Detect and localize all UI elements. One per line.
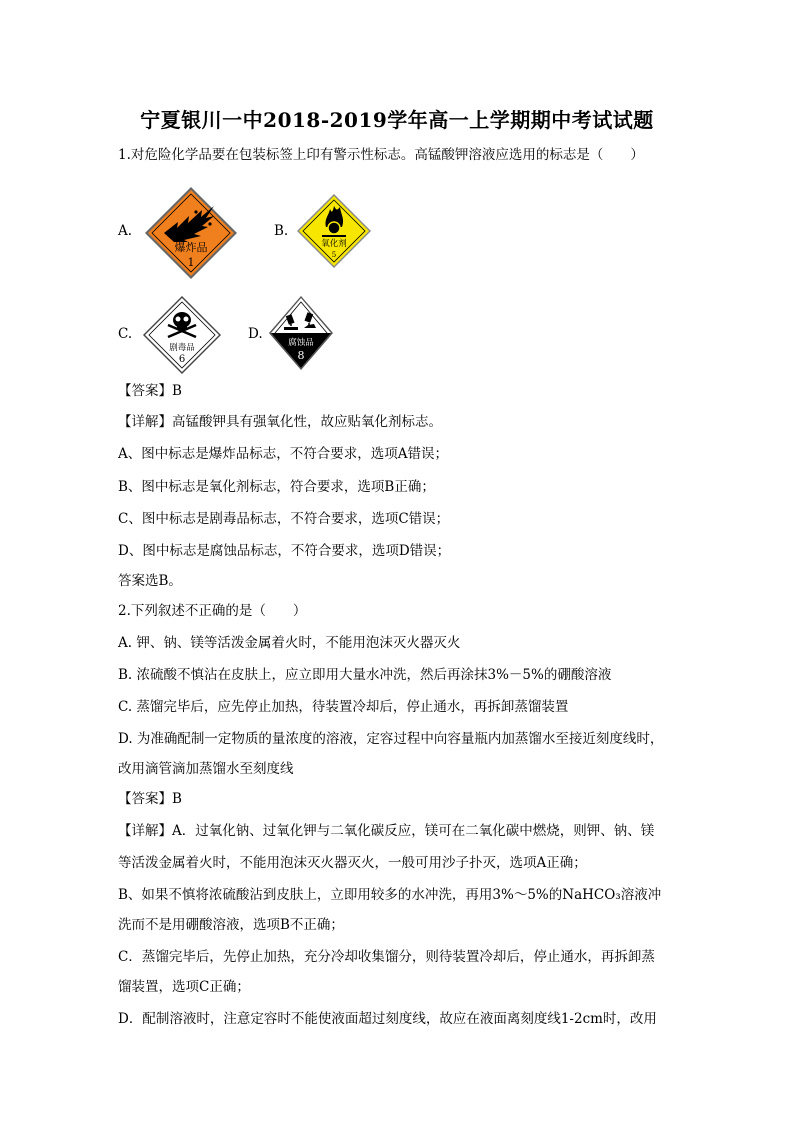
- question-2-explain-line: D．配制溶液时，注意定容时不能使液面超过刻度线，故应在液面离刻度线1-2cm时，改用: [118, 1011, 657, 1027]
- option-a-label: A.: [118, 223, 133, 239]
- question-1-explain-line: 答案选B。: [118, 573, 182, 589]
- sign-num-b: 5: [331, 251, 337, 259]
- oxidizer-sign-icon: [296, 193, 372, 269]
- option-b-label: B.: [274, 223, 289, 239]
- question-2-explain-line: 馏装置，选项C正确；: [118, 979, 250, 995]
- question-2-option: C. 蒸馏完毕后，应先停止加热，待装置冷却后，停止通水，再拆卸蒸馏装置: [118, 699, 569, 715]
- question-1-explain-line: C、图中标志是剧毒品标志，不符合要求，选项C错误；: [118, 511, 450, 527]
- question-2-option: B. 浓硫酸不慎沾在皮肤上，应立即用大量水冲洗，然后再涂抹3%－5%的硼酸溶液: [118, 667, 612, 683]
- sign-text-a: 爆炸品: [174, 241, 208, 254]
- question-2-option: A. 钾、钠、镁等活泼金属着火时，不能用泡沫灭火器灭火: [118, 635, 461, 651]
- corrosive-sign-icon: [268, 295, 334, 371]
- question-2-explain-line: B、如果不慎将浓硫酸沾到皮肤上，立即用较多的水冲洗，再用3%～5%的NaHCO₃溶液冲: [118, 887, 662, 903]
- question-1-explain-line: D、图中标志是腐蚀品标志，不符合要求，选项D错误；: [118, 543, 451, 559]
- question-2-explain-line: C．蒸馏完毕后，先停止加热，充分冷却收集馏分，则待装置冷却后，停止通水，再拆卸蒸: [118, 949, 655, 965]
- sign-text-d: 腐蚀品: [288, 338, 314, 348]
- question-2-option: D. 为准确配制一定物质的量浓度的溶液，定容过程中向容量瓶内加蒸馏水至接近刻度线时，: [118, 731, 664, 747]
- question-2-stem: 2.下列叙述不正确的是（ ）: [118, 603, 307, 619]
- toxic-sign-icon: [142, 295, 222, 375]
- sign-num-a: 1: [187, 256, 195, 269]
- explosive-sign-icon: [144, 186, 238, 280]
- question-1-stem: 1.对危险化学品要在包装标签上印有警示性标志。高锰酸钾溶液应选用的标志是（ ）: [118, 147, 644, 163]
- sign-num-d: 8: [297, 349, 305, 362]
- question-1-explain-line: B、图中标志是氧化剂标志，符合要求，选项B正确；: [118, 479, 435, 495]
- option-c-label: C.: [118, 326, 133, 342]
- question-1-explain-line: A、图中标志是爆炸品标志，不符合要求，选项A错误；: [118, 446, 448, 462]
- question-2-answer: 【答案】B: [118, 791, 182, 807]
- page-title: 宁夏银川一中2018-2019学年高一上学期期中考试试题: [140, 108, 654, 132]
- sign-text-b: 氧化剂: [321, 239, 347, 249]
- question-1-answer: 【答案】B: [118, 383, 182, 399]
- question-2-option: 改用滴管滴加蒸馏水至刻度线: [118, 761, 294, 777]
- option-d-label: D.: [248, 326, 263, 342]
- question-2-explain-line: 等活泼金属着火时，不能用泡沫灭火器灭火，一般可用沙子扑灭，选项A正确；: [118, 855, 587, 871]
- question-1-explain-line: 【详解】高锰酸钾具有强氧化性，故应贴氧化剂标志。: [118, 414, 442, 430]
- sign-text-c: 剧毒品: [169, 343, 195, 353]
- question-2-explain-line: 【详解】A．过氧化钠、过氧化钾与二氧化碳反应，镁可在二氧化碳中燃烧，则钾、钠、镁: [118, 823, 655, 839]
- question-2-explain-line: 洗而不是用硼酸溶液，选项B不正确；: [118, 917, 344, 933]
- sign-num-c: 6: [178, 354, 186, 365]
